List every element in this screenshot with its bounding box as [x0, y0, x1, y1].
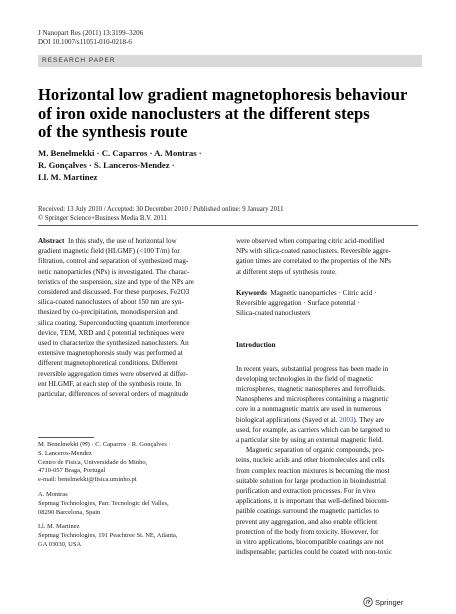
- abstract: [38, 236, 220, 399]
- body-line: used, for example, as carriers which can be targeted to: [236, 425, 391, 434]
- publisher-name: Springer: [375, 598, 404, 607]
- abstract-line: were observed when comparing citric acid-modified: [236, 237, 385, 245]
- abstract-line: considered and discussed. For these purposes, Fe2O3: [38, 288, 190, 297]
- abstract-line: particular, differences of several orders of magnitude: [38, 390, 189, 399]
- body-line: core in a nonmagnetic matrix are used in numerous: [236, 405, 382, 414]
- author-line: R. Gonçalves · S. Lanceros-Mendez ·: [38, 160, 175, 170]
- introduction-paragraph: [236, 364, 418, 446]
- abstract-line: silica coating. Superconducting quantum interference: [38, 318, 190, 327]
- affiliation-block: [38, 523, 220, 549]
- abstract-line: In this study, the use of horizontal low: [67, 237, 177, 245]
- copyright: © Springer Science+Business Media B.V. 2011: [38, 215, 167, 222]
- footnote-divider: [38, 437, 94, 438]
- title-line: Horizontal low gradient magnetophoresis behaviour: [38, 85, 408, 104]
- affiliation-line: Sepmag Technologies, Parc Tecnologic del Valles,: [38, 499, 169, 507]
- introduction-paragraph: [236, 445, 418, 557]
- body-line: indispensable; particles could be coated with non-toxic: [236, 548, 393, 557]
- affiliation-line: S. Lanceros-Mendez: [38, 449, 92, 457]
- abstract-heading: Abstract: [38, 237, 65, 245]
- title-line: of the synthesis route: [38, 122, 188, 141]
- affiliation-line: 4710-057 Braga, Portugal: [38, 467, 106, 475]
- journal-citation: J Nanopart Res (2011) 13:3199–3206: [38, 29, 144, 37]
- introduction-heading: Introduction: [236, 340, 276, 350]
- body-line: suitable solution for large production in bioindustrial: [236, 476, 386, 485]
- abstract-line: at different steps of synthesis route.: [236, 267, 337, 276]
- author-list: [38, 147, 428, 183]
- title-line: of iron oxide nanoclusters at the different steps: [38, 103, 370, 123]
- affiliation-line: GA 03030, USA: [38, 540, 82, 548]
- abstract-line: reversible aggregation times were observed at differ-: [38, 369, 188, 378]
- keywords: [236, 288, 418, 319]
- keywords-heading: Keywords: [236, 288, 267, 297]
- abstract-line: device, TEM, XRD and ζ potential techniques were: [38, 328, 185, 337]
- affiliation-line: Sepmag Technologies, 191 Peachtree St. NE, Atlanta,: [38, 532, 178, 540]
- keywords-line: Reversible aggregation · Surface potential ·: [236, 299, 360, 308]
- affiliation-line: e-mail: benelmekki@fisica.uminho.pt: [38, 476, 137, 484]
- left-column: [38, 236, 220, 399]
- received-dates: Received: 13 July 2010 / Accepted: 30 December 2010 / Published online: 9 January 2011: [38, 206, 284, 213]
- divider: [38, 225, 418, 226]
- abstract-line: thesized by co-precipitation, monodispersion and: [38, 308, 178, 317]
- article-title: [38, 86, 428, 142]
- abstract-line: ent HLGMF, at each step of the synthesis route. In: [38, 379, 182, 388]
- body-line: In recent years, substantial progress has been made in: [236, 364, 389, 373]
- affiliation-line: 08290 Barcelona, Spain: [38, 508, 101, 516]
- abstract-line: extensive magnetophoresis study was performed at: [38, 349, 183, 358]
- body-line: developing technologies in the field of magnetic: [236, 374, 374, 383]
- body-line: protection of the body from toxicity. However, for: [236, 527, 379, 536]
- journal-header: [38, 29, 143, 47]
- body-line: teins, nucleic acids and other biomolecules and cells: [236, 456, 385, 465]
- body-line: in vitro applications, biocompatible coatings are not: [236, 538, 384, 547]
- publisher-logo: [363, 597, 403, 607]
- abstract-line: gradient magnetic field (HLGMF) (<100 T/m) for: [38, 247, 180, 256]
- body-line: a particular site by using an external magnetic field.: [236, 436, 384, 445]
- abstract-continued: [236, 236, 418, 277]
- publication-dates: [38, 205, 428, 223]
- keywords-line: Magnetic nanoparticles · Citric acid ·: [270, 288, 377, 297]
- abstract-line: teristics of the suspension, size and type of the NPs are: [38, 277, 194, 286]
- body-line: biological applications (Sayed et al.: [236, 415, 340, 424]
- abstract-line: different magnetophoretical conditions. Different: [38, 359, 178, 368]
- author-line: M. Benelmekki · C. Caparros · A. Montras ·: [38, 148, 202, 158]
- body-line: patible coatings surround the magnetic particles to: [236, 507, 380, 516]
- body-line: Magnetic separation of organic compounds, pro-: [246, 446, 385, 455]
- affiliations: [38, 441, 220, 556]
- affiliation-line: Centro de Fisica, Universidade do Minho,: [38, 458, 148, 466]
- abstract-line: filtration, control and separation of synthesized mag-: [38, 257, 189, 266]
- affiliation-block: [38, 441, 220, 485]
- affiliation-line: M. Benelmekki (✉) · C. Caparros · R. Gonçalves ·: [38, 441, 171, 448]
- affiliation-line: A. Montras: [38, 490, 68, 498]
- abstract-line: netic nanoparticles (NPs) is investigated. The charac-: [38, 267, 190, 276]
- body-line: ). They are: [353, 415, 385, 424]
- body-line: purification and extraction processes. For in vivo: [236, 487, 376, 496]
- abstract-line: NPs with silica-coated nanoclusters. Reversible aggre-: [236, 247, 391, 256]
- affiliation-line: Ll. M. Martinez: [38, 523, 80, 531]
- body-line: from complex reaction mixtures is becoming the most: [236, 466, 390, 475]
- abstract-line: gation times are correlated to the properties of the NPs: [236, 257, 392, 266]
- springer-horse-icon: [363, 597, 373, 607]
- body-line: applications, it is important that well-defined biocom-: [236, 497, 390, 506]
- abstract-line: silica-coated nanoclusters of about 150 nm are syn-: [38, 298, 184, 307]
- author-line: Ll. M. Martinez: [38, 172, 98, 182]
- citation-link[interactable]: 2003: [339, 415, 354, 424]
- affiliation-block: [38, 491, 220, 517]
- right-column: [236, 236, 418, 557]
- body-line: Nanospheres and microspheres containing a magnetic: [236, 395, 389, 404]
- abstract-line: used to characterize the synthesized nanoclusters. An: [38, 339, 189, 348]
- article-type-band: RESEARCH PAPER: [38, 55, 422, 67]
- doi: DOI 10.1007/s11051-010-0218-6: [38, 38, 132, 46]
- body-line: prevent any aggregation, and also enable efficient: [236, 517, 378, 526]
- keywords-line: Silica-coated nanoclusters: [236, 309, 311, 318]
- body-line: microspheres, magnetic nanospheres and ferrofluids.: [236, 385, 386, 394]
